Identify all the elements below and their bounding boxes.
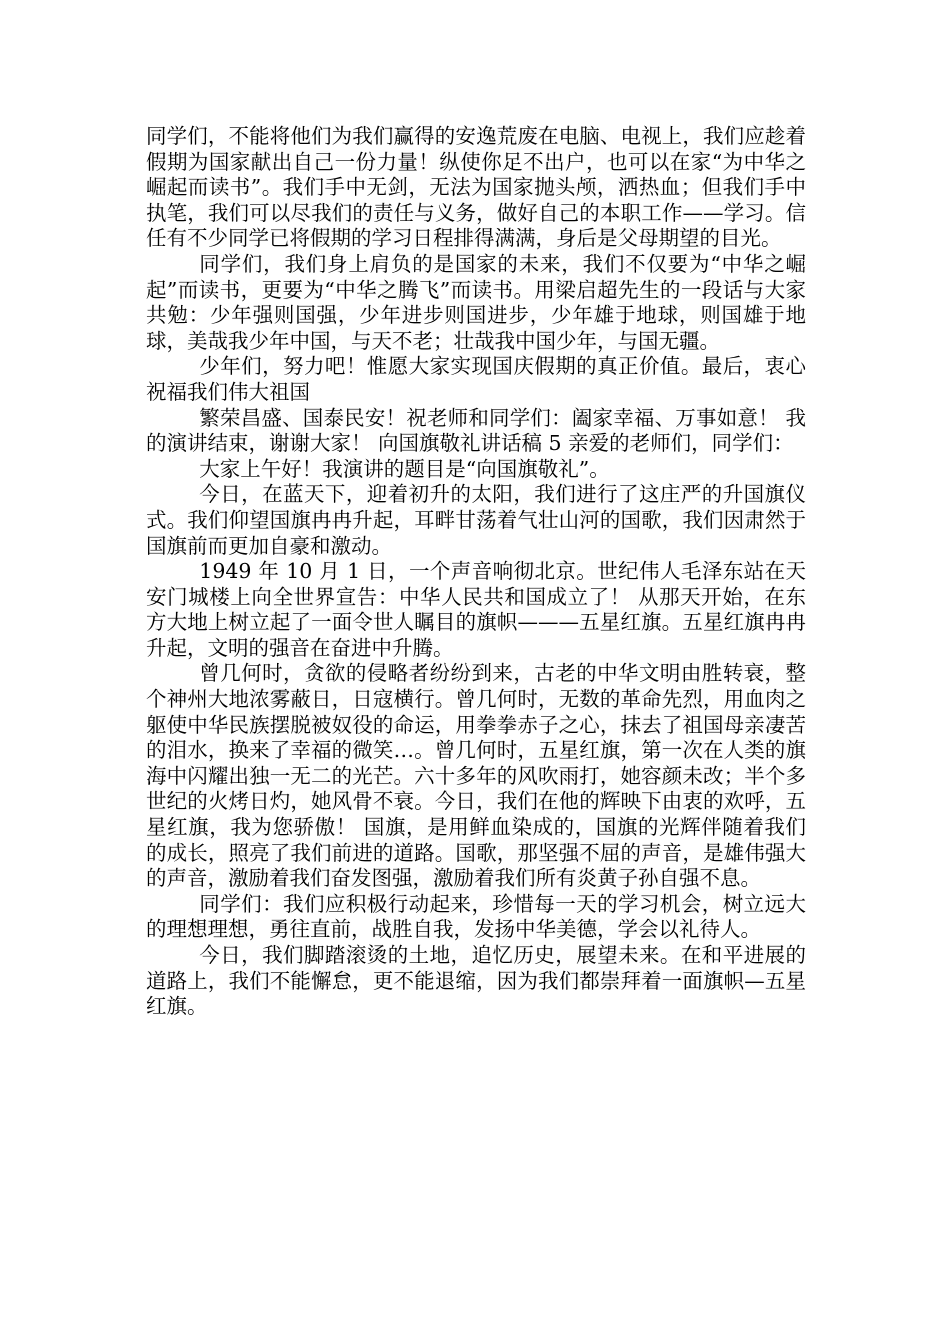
paragraph-2: 同学们，我们身上肩负的是国家的未来，我们不仅要为“中华之崛起”而读书，更要为“中华之腾飞”而读书。用梁启超先生的一段话与大家共勉：少年强则国强，少年进步则国进步，少年雄于地球，则国雄于地球，美哉我少年中国，与天不老；壮哉我中国少年，与国无疆。 xyxy=(146,251,806,353)
paragraph-9: 同学们：我们应积极行动起来，珍惜每一天的学习机会，树立远大的理想理想，勇往直前，战胜自我，发扬中华美德，学会以礼待人。 xyxy=(146,891,806,942)
paragraph-10: 今日，我们脚踏滚烫的土地，追忆历史，展望未来。在和平进展的道路上，我们不能懈怠，更不能退缩，因为我们都崇拜着一面旗帜—五星红旗。 xyxy=(146,943,806,1019)
paragraph-7: 1949 年 10 月 1 日，一个声音响彻北京。世纪伟人毛泽东站在天安门城楼上向全世界宣告：中华人民共和国成立了！ 从那天开始，在东方大地上树立起了一面令世人瞩目的旗帜———五星红旗。五星红旗冉冉升起，文明的强音在奋进中升腾。 xyxy=(146,559,806,660)
document-body xyxy=(146,124,806,1020)
paragraph-4: 繁荣昌盛、国泰民安！祝老师和同学们：阖家幸福、万事如意！ 我的演讲结束，谢谢大家！ 向国旗敬礼讲话稿 5 亲爱的老师们，同学们： xyxy=(146,405,806,456)
paragraph-6: 今日，在蓝天下，迎着初升的太阳，我们进行了这庄严的升国旗仪式。我们仰望国旗冉冉升起，耳畔甘荡着气壮山河的国歌，我们因肃然于国旗前而更加自豪和激动。 xyxy=(146,482,806,558)
paragraph-8: 曾几何时，贪欲的侵略者纷纷到来，古老的中华文明由胜转衰，整个神州大地浓雾蔽日，日寇横行。曾几何时，无数的革命先烈，用血肉之躯使中华民族摆脱被奴役的命运，用拳拳赤子之心，抹去了祖国母亲凄苦的泪水，换来了幸福的微笑…。曾几何时，五星红旗，第一次在人类的旗海中闪耀出独一无二的光芒。六十多年的风吹雨打，她容颜未改；半个多世纪的火烤日灼，她风骨不衰。今日，我们在他的辉映下由衷的欢呼，五星红旗，我为您骄傲！ 国旗，是用鲜血染成的，国旗的光辉伴随着我们的成长，照亮了我们前进的道路。国歌，那坚强不屈的声音，是雄伟强大的声音，激励着我们奋发图强，激励着我们所有炎黄子孙自强不息。 xyxy=(146,661,806,891)
paragraph-3: 少年们，努力吧！惟愿大家实现国庆假期的真正价值。最后，衷心祝福我们伟大祖国 xyxy=(146,354,806,404)
paragraph-1: 同学们，不能将他们为我们赢得的安逸荒废在电脑、电视上，我们应趁着假期为国家献出自己一份力量！纵使你足不出户，也可以在家“为中华之崛起而读书”。我们手中无剑，无法为国家抛头颅，洒热血；但我们手中执笔，我们可以尽我们的责任与义务，做好自己的本职工作——学习。信任有不少同学已将假期的学习日程排得满满，身后是父母期望的目光。 xyxy=(146,124,806,251)
paragraph-5: 大家上午好！我演讲的题目是“向国旗敬礼”。 xyxy=(199,456,610,481)
